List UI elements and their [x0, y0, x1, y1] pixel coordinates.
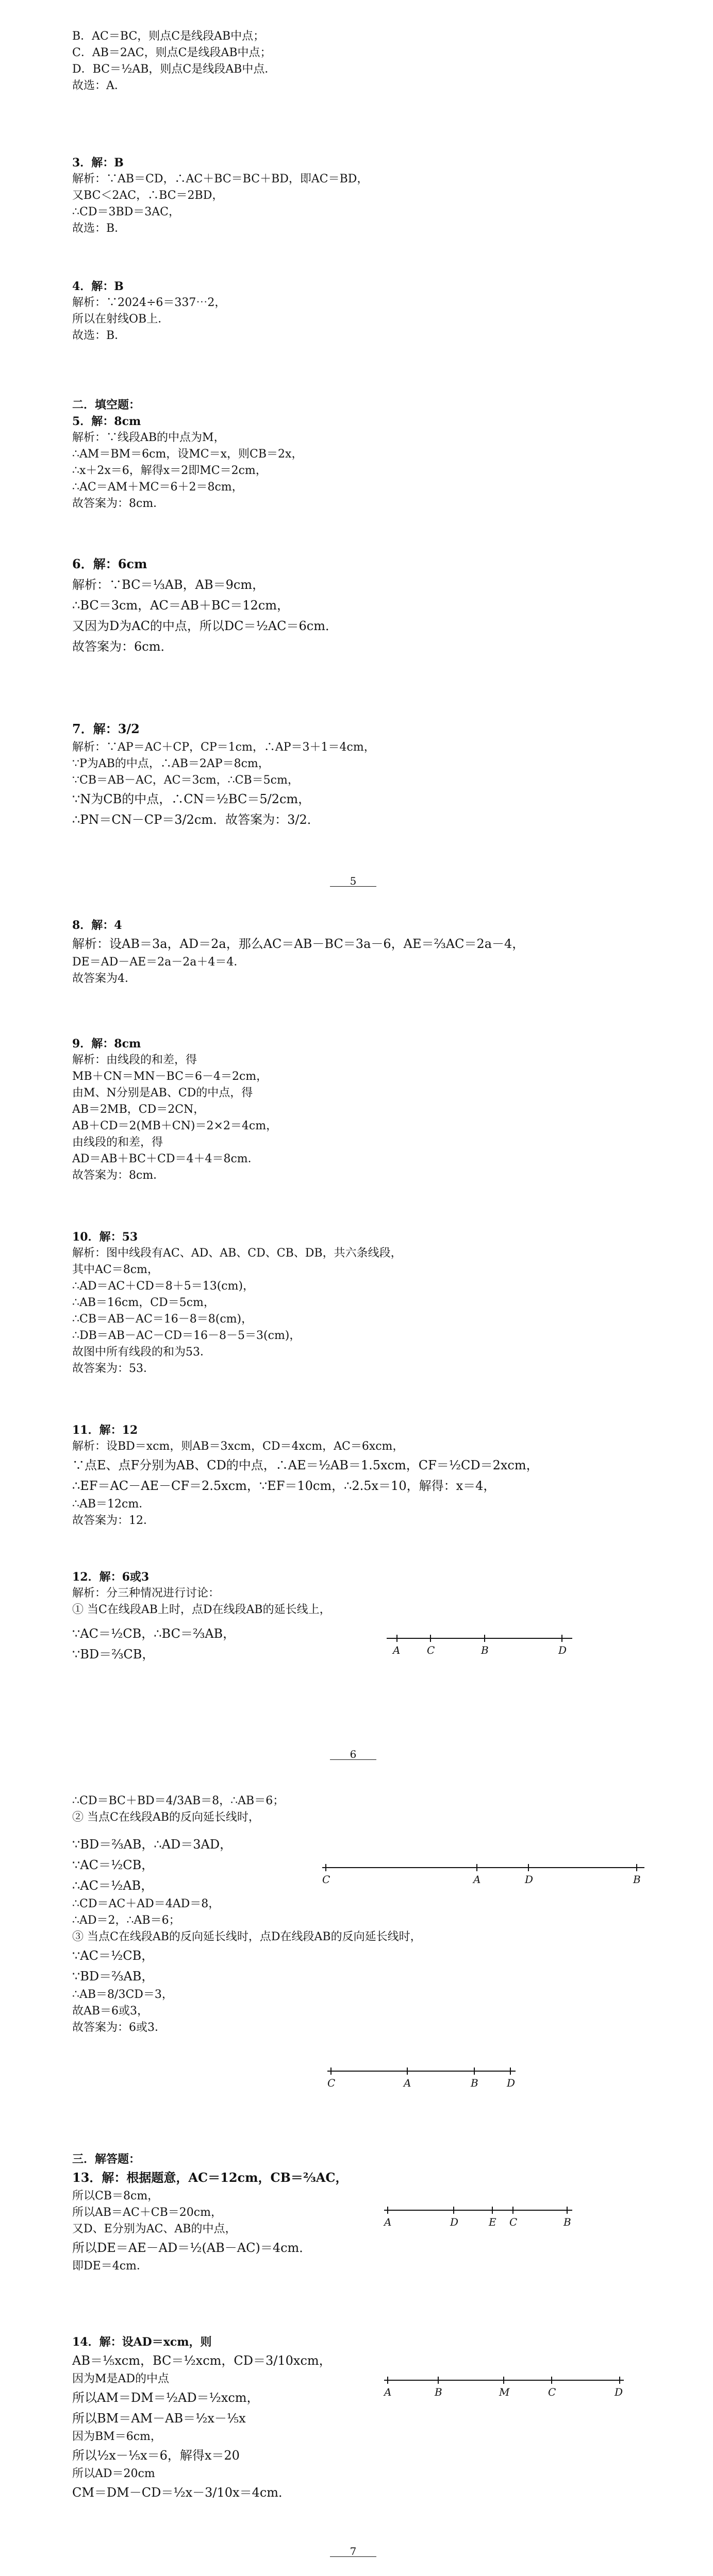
- q8-line: 故答案为4．: [72, 972, 136, 985]
- q13-line: 所以AB＝AC＋CB＝20cm，: [72, 2206, 222, 2219]
- q12-line: ∵BD＝⅔AB，: [72, 1969, 154, 1984]
- q13-line: 所以DE＝AE－AD＝½(AB－AC)＝4cm．: [72, 2241, 312, 2255]
- q14-line: 所以BM＝AM－AB＝½x－⅕x: [72, 2411, 246, 2426]
- q11-line: ∴AB＝12cm．: [72, 1498, 151, 1511]
- q12-answer: 12．解：6或3: [72, 1570, 150, 1584]
- option-d: D．BC＝½AB，则点C是线段AB中点．: [72, 63, 276, 76]
- q9-line: AD＝AB＋BC＋CD＝4＋4＝8cm．: [72, 1153, 259, 1165]
- question-6: [72, 554, 644, 657]
- point-label: D: [525, 1873, 534, 1886]
- q9-answer: 9．解：8cm: [72, 1037, 141, 1050]
- q14-line: 所以½x－⅕x＝6，解得x＝20: [72, 2448, 240, 2463]
- q8-answer: 8．解：4: [72, 919, 122, 932]
- segment-figure-2: [320, 1857, 650, 1888]
- page-number: 6: [330, 1749, 376, 1760]
- q12-line: ∴AB＝8/3CD＝3，: [72, 1988, 173, 2001]
- point-label: B: [633, 1873, 641, 1886]
- q11-answer: 11．解：12: [72, 1423, 138, 1437]
- question-3: [72, 155, 644, 237]
- point-label: A: [393, 1644, 401, 1656]
- point-label: A: [384, 2216, 392, 2228]
- q7-line: ∵N为CB的中点，∴CN＝½BC＝5/2cm，: [72, 792, 311, 806]
- q12-line: 故AB＝6或3，: [72, 2005, 149, 2018]
- q4-line: 所以在射线OB上．: [72, 313, 170, 326]
- q3-line: 又BC＜2AC，∴BC＝2BD，: [72, 189, 224, 202]
- q7-line: ∵CB＝AB－AC，AC＝3cm，∴CB＝5cm，: [72, 774, 299, 787]
- question-12-cont: [72, 1793, 644, 2036]
- q14-line: 所以AD＝20cm: [72, 2467, 155, 2480]
- q3-line: 解析：∵AB＝CD，∴AC＋BC＝BC＋BD，即AC＝BD，: [72, 173, 369, 185]
- q12-line: ∵AC＝½CB，∴BC＝⅔AB，: [72, 1626, 236, 1641]
- question-8: [72, 917, 644, 987]
- q8-line: 解析：设AB＝3a，AD＝2a，那么AC＝AB－BC＝3a－6，AE＝⅔AC＝2a－4，: [72, 937, 525, 951]
- q9-line: 由M、N分别是AB、CD的中点，得: [72, 1087, 253, 1099]
- q7-line: 解析：∵AP＝AC＋CP，CP＝1cm，∴AP＝3＋1＝4cm，: [72, 741, 375, 754]
- point-label: D: [615, 2386, 623, 2398]
- q6-line: 又因为D为AC的中点，所以DC＝½AC＝6cm．: [72, 619, 338, 633]
- point-label: D: [558, 1644, 567, 1656]
- q12-line: ∴AC＝½AB，: [72, 1878, 154, 1893]
- q12-line: ∵BD＝⅔CB，: [72, 1647, 155, 1662]
- q9-line: MB＋CN＝MN－BC＝6－4＝2cm，: [72, 1070, 268, 1083]
- q13-line: 即DE＝4cm．: [72, 2260, 148, 2273]
- section-3-title: 三．解答题：: [72, 2153, 141, 2166]
- q13-line: 13．解：根据题意，AC＝12cm，CB＝⅔AC，: [72, 2170, 348, 2185]
- q12-line: ① 当C在线段AB上时，点D在线段AB的延长线上，: [72, 1603, 331, 1616]
- point-label: A: [384, 2386, 392, 2398]
- q14-line: 14．解：设AD＝xcm，则: [72, 2335, 212, 2349]
- q10-line: 其中AC＝8cm，: [72, 1263, 159, 1276]
- q10-line: ∴DB＝AB－AC－CD＝16－8－5＝3(cm)，: [72, 1329, 301, 1342]
- segment-figure-3: [325, 2061, 521, 2092]
- q10-line: ∴AD＝AC＋CD＝8＋5＝13(cm)，: [72, 1280, 255, 1293]
- q3-answer: 3．解：B: [72, 156, 124, 170]
- q13-line: 又D、E分别为AC、AB的中点，: [72, 2223, 237, 2235]
- q10-answer: 10．解：53: [72, 1230, 138, 1244]
- q5-line: 解析：∵线段AB的中点为M，: [72, 431, 225, 444]
- q7-answer: 7．解：3/2: [72, 721, 140, 736]
- q10-line: 解析：图中线段有AC、AD、AB、CD、CB、DB，共六条线段，: [72, 1247, 402, 1260]
- point-label: E: [489, 2216, 496, 2228]
- q7-line: ∵P为AB的中点，∴AB＝2AP＝8cm，: [72, 757, 270, 770]
- q12-line: 故答案为：6或3．: [72, 2021, 166, 2034]
- q4-line: 解析：∵2024÷6＝337⋯2，: [72, 296, 226, 309]
- point-label: B: [471, 2077, 478, 2089]
- page-number: 7: [330, 2546, 376, 2557]
- q12-line: 解析：分三种情况进行讨论：: [72, 1587, 220, 1600]
- point-label: B: [563, 2216, 571, 2228]
- q7-line: ∴PN＝CN－CP＝3/2cm．故答案为：3/2．: [72, 812, 320, 827]
- answer-line: 故选：A．: [72, 79, 126, 92]
- section-2-title: 二．填空题：: [72, 398, 141, 412]
- page-number: 5: [330, 876, 376, 887]
- q14-line: 因为M是AD的中点: [72, 2372, 170, 2385]
- q12-line: ③ 当点C在线段AB的反向延长线时，点D在线段AB的反向延长线时，: [72, 1930, 422, 1943]
- q9-line: AB＋CD＝2(MB＋CN)＝2×2＝4cm，: [72, 1120, 278, 1132]
- point-label: C: [548, 2386, 556, 2398]
- q9-line: 故答案为：8cm．: [72, 1169, 165, 1182]
- q9-line: 由线段的和差，得: [72, 1136, 163, 1149]
- q5-line: 故答案为：8cm．: [72, 497, 165, 510]
- q12-line: ∴AD＝2，∴AB＝6；: [72, 1914, 180, 1927]
- segment-figure-q13: [382, 2200, 577, 2231]
- point-label: C: [509, 2216, 518, 2228]
- q10-line: ∴AB＝16cm，CD＝5cm，: [72, 1296, 215, 1309]
- q11-line: ∵点E、点F分别为AB、CD的中点，∴AE＝½AB＝1.5xcm，CF＝½CD＝2xcm，: [72, 1458, 539, 1472]
- q5-line: ∴AM＝BM＝6cm，设MC＝x，则CB＝2x，: [72, 448, 303, 461]
- question-4: [72, 278, 644, 344]
- point-label: C: [327, 2077, 336, 2089]
- q9-line: AB＝2MB，CD＝2CN，: [72, 1103, 205, 1116]
- q14-line: CM＝DM－CD＝½x－3/10x＝4cm．: [72, 2485, 291, 2500]
- choice-options: [72, 28, 644, 94]
- point-label: B: [481, 1644, 489, 1656]
- point-label: C: [322, 1873, 330, 1886]
- point-label: A: [404, 2077, 411, 2089]
- point-label: B: [435, 2386, 442, 2398]
- q11-line: ∴EF＝AC－AE－CF＝2.5xcm，∵EF＝10cm，∴2.5x＝10，解得：x＝4，: [72, 1479, 496, 1493]
- option-b: B．AC＝BC，则点C是线段AB中点；: [72, 30, 265, 43]
- question-10: [72, 1229, 644, 1377]
- q3-line: 故选：B．: [72, 222, 126, 235]
- q13-line: 所以CB＝8cm，: [72, 2190, 159, 2202]
- question-11: [72, 1422, 644, 1529]
- question-7: [72, 719, 644, 830]
- point-label: C: [427, 1644, 435, 1656]
- q12-line: ② 当点C在线段AB的反向延长线时，: [72, 1811, 260, 1824]
- q12-line: ∵AC＝½CB，: [72, 1858, 154, 1872]
- question-9: [72, 1036, 644, 1184]
- q11-line: 解析：设BD＝xcm，则AB＝3xcm，CD＝4xcm，AC＝6xcm，: [72, 1440, 404, 1453]
- point-label: M: [499, 2386, 510, 2398]
- q6-line: 解析：∵BC＝⅓AB，AB＝9cm，: [72, 578, 265, 592]
- point-label: A: [473, 1873, 481, 1886]
- q11-line: 故答案为：12．: [72, 1514, 155, 1527]
- q5-answer: 5．解：8cm: [72, 415, 141, 428]
- q12-line: ∴CD＝BC＋BD＝4/3AB＝8，∴AB＝6；: [72, 1794, 285, 1807]
- q14-line: 所以AM＝DM＝½AD＝½xcm，: [72, 2391, 259, 2405]
- option-c: C．AB＝2AC，则点C是线段AB中点；: [72, 46, 272, 59]
- q12-line: ∵BD＝⅔AB，∴AD＝3AD，: [72, 1837, 233, 1852]
- q9-line: 解析：由线段的和差，得: [72, 1054, 197, 1066]
- q8-line: DE＝AD－AE＝2a－2a＋4＝4．: [72, 956, 245, 969]
- q10-line: 故图中所有线段的和为53．: [72, 1346, 211, 1359]
- point-label: D: [450, 2216, 459, 2228]
- question-14: [72, 2334, 644, 2503]
- q12-line: ∴CD＝AC＋AD＝4AD＝8，: [72, 1897, 220, 1910]
- q3-line: ∴CD＝3BD＝3AC，: [72, 206, 180, 218]
- q4-line: 故选：B．: [72, 329, 126, 342]
- q6-line: ∴BC＝3cm，AC＝AB＋BC＝12cm，: [72, 598, 290, 613]
- q12-line: ∵AC＝½CB，: [72, 1948, 154, 1963]
- section-2: [72, 397, 644, 512]
- q14-line: AB＝⅕xcm，BC＝½xcm，CD＝3/10xcm，: [72, 2353, 331, 2368]
- q14-line: 因为BM＝6cm，: [72, 2430, 162, 2443]
- q5-line: ∴AC＝AM＋MC＝6＋2＝8cm，: [72, 481, 243, 494]
- q5-line: ∴x＋2x＝6，解得x＝2即MC＝2cm，: [72, 464, 267, 477]
- q4-answer: 4．解：B: [72, 280, 124, 293]
- segment-figure-q14: [382, 2370, 629, 2401]
- q6-answer: 6．解：6cm: [72, 556, 147, 571]
- segment-figure-1: [382, 1628, 577, 1659]
- q10-line: ∴CB＝AB－AC＝16－8＝8(cm)，: [72, 1313, 253, 1326]
- q10-line: 故答案为：53．: [72, 1362, 155, 1375]
- q6-line: 故答案为：6cm．: [72, 639, 173, 654]
- point-label: D: [507, 2077, 516, 2089]
